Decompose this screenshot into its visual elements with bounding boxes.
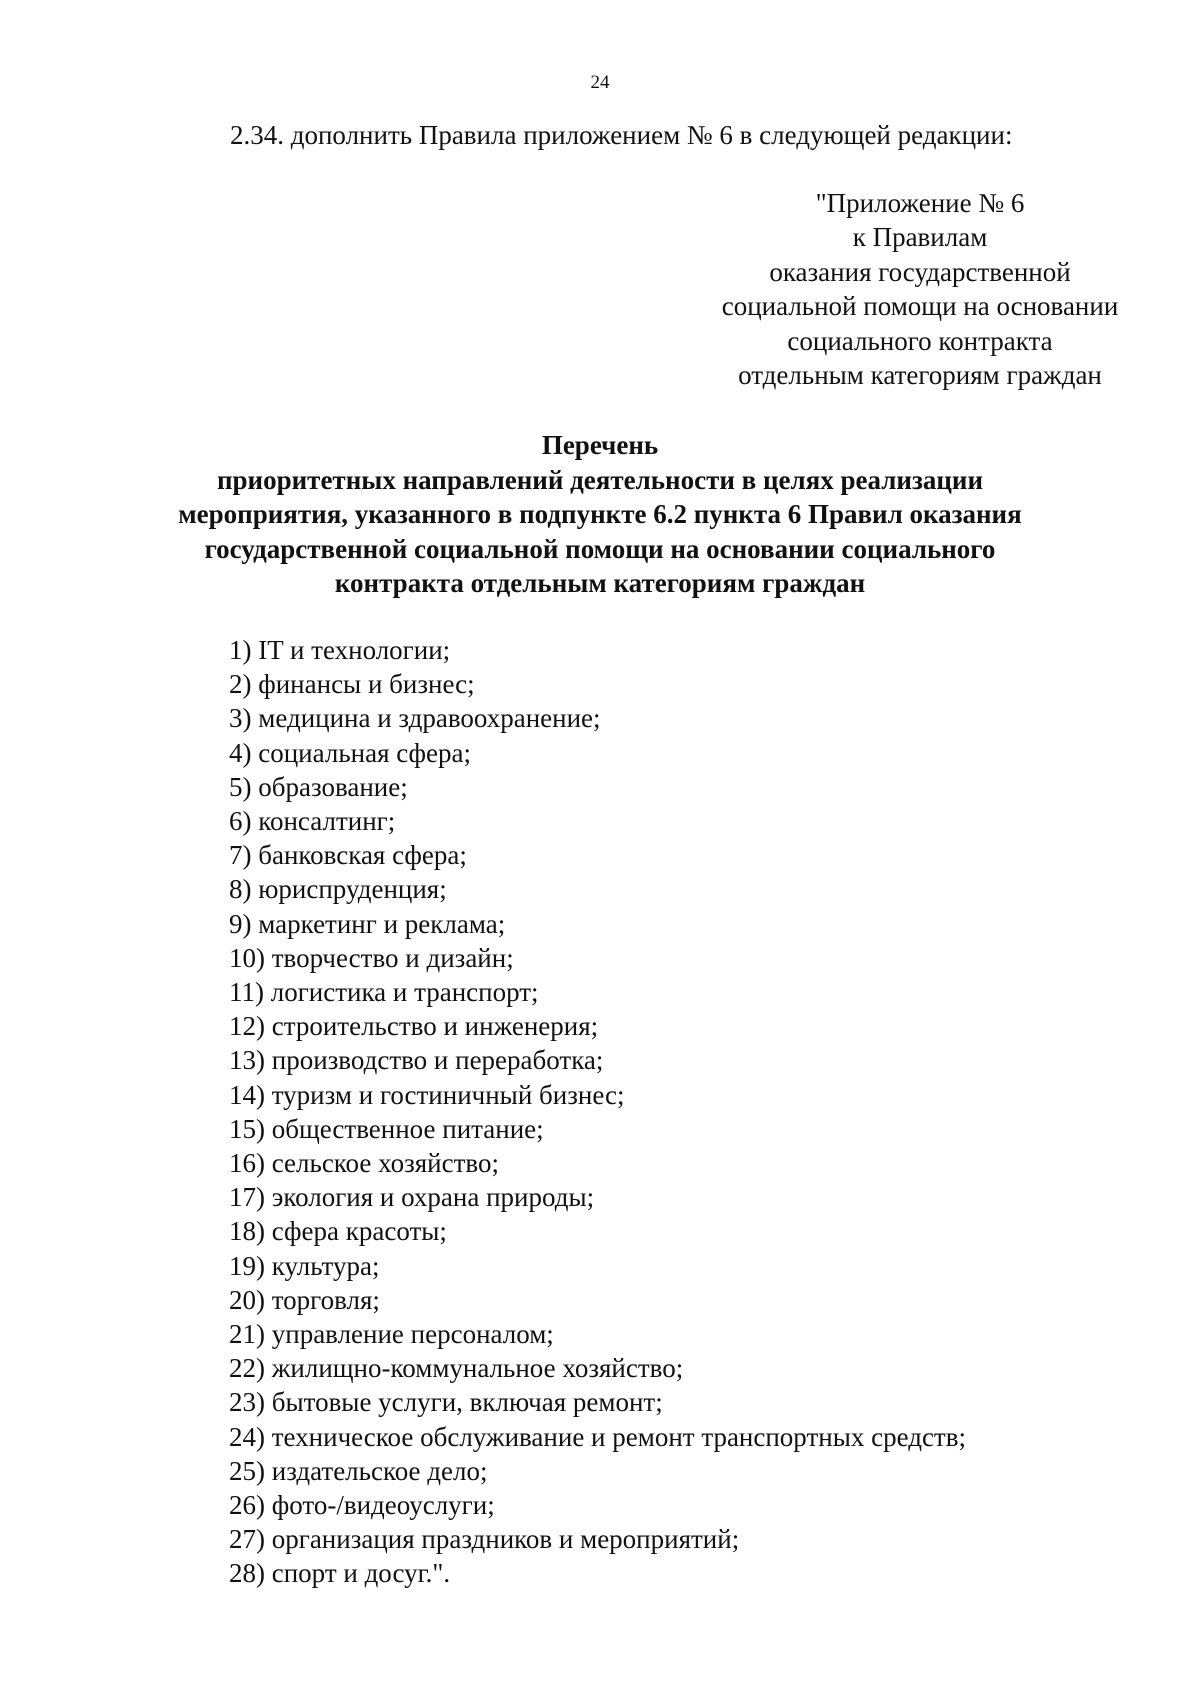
appendix-header-line: социального контракта — [787, 325, 1053, 356]
title-line: мероприятия, указанного в подпункте 6.2 пункта 6 Правил оказания — [178, 499, 1022, 530]
list-item: 20) торговля; — [229, 1284, 380, 1315]
list-item: 6) консалтинг; — [229, 806, 396, 837]
list-item: 3) медицина и здравоохранение; — [229, 703, 601, 734]
list-item: 10) творчество и дизайн; — [229, 942, 514, 973]
title-line: государственной социальной помощи на основании социального — [204, 533, 996, 564]
list-item: 9) маркетинг и реклама; — [229, 908, 506, 939]
list-item: 8) юриспруденция; — [229, 874, 447, 905]
list-item: 21) управление персоналом; — [229, 1319, 554, 1350]
list-item: 1) IT и технологии; — [229, 635, 451, 665]
list-item: 11) логистика и транспорт; — [229, 977, 539, 1008]
list-item: 24) техническое обслуживание и ремонт транспортных средств; — [229, 1421, 966, 1452]
list-item: 19) культура; — [229, 1250, 380, 1281]
document-title — [150, 428, 1050, 601]
list-item: 26) фото-/видеоуслуги; — [229, 1490, 495, 1521]
list-item: 23) бытовые услуги, включая ремонт; — [229, 1387, 663, 1418]
appendix-header-line: социальной помощи на основании — [721, 291, 1119, 322]
priority-directions-list — [229, 633, 966, 1591]
page-number: 24 — [590, 72, 610, 93]
list-item: 17) экология и охрана природы; — [229, 1182, 595, 1213]
list-item: 13) производство и переработка; — [229, 1045, 604, 1076]
list-item: 14) туризм и гостиничный бизнес; — [229, 1079, 625, 1110]
list-item: 28) спорт и досуг.". — [229, 1558, 451, 1589]
appendix-header-line: "Приложение № 6 — [815, 188, 1025, 218]
list-item: 15) общественное питание; — [229, 1113, 544, 1144]
list-item: 16) сельское хозяйство; — [229, 1148, 499, 1179]
title-line: контракта отдельным категориям граждан — [334, 568, 866, 599]
appendix-header-line: оказания государственной — [769, 256, 1071, 287]
appendix-header-line: отдельным категориям граждан — [738, 360, 1102, 391]
list-item: 22) жилищно-коммунальное хозяйство; — [229, 1353, 684, 1384]
list-item: 2) финансы и бизнес; — [229, 669, 475, 700]
amendment-intro: 2.34. дополнить Правила приложением № 6 в следующей редакции: — [230, 120, 1013, 150]
appendix-header-line: к Правилам — [852, 222, 988, 253]
list-item: 25) издательское дело; — [229, 1455, 488, 1486]
title-line: Перечень — [541, 430, 659, 460]
list-item: 18) сфера красоты; — [229, 1216, 447, 1247]
list-item: 4) социальная сфера; — [229, 737, 472, 768]
appendix-header — [690, 186, 1150, 392]
list-item: 7) банковская сфера; — [229, 840, 467, 871]
list-item: 5) образование; — [229, 771, 408, 802]
list-item: 27) организация праздников и мероприятий; — [229, 1524, 740, 1555]
list-item: 12) строительство и инженерия; — [229, 1011, 599, 1042]
title-line: приоритетных направлений деятельности в целях реализации — [216, 464, 984, 495]
